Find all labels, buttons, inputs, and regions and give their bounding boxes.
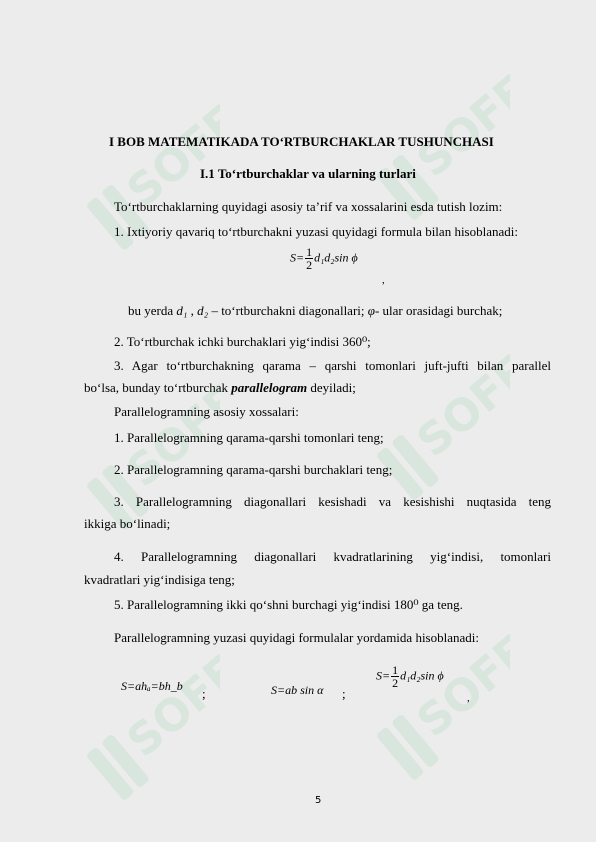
formula-separator: ; (342, 686, 346, 701)
fraction-numerator: 1 (392, 663, 399, 677)
item-1: 1. Ixtiyoriy qavariq to‘rtburchakni yuzasi quyidagi formula bilan hisoblanadi: (114, 224, 518, 239)
item-3-line-1: 3. Agar to‘rtburchakning qarama – qarshi tomonlari juft-jufti bilan parallel (114, 358, 551, 373)
formula-lhs: S= (290, 250, 305, 265)
property-4-line-2: kvadratlari yig‘indisiga teng; (84, 572, 235, 587)
item-2: 2. To‘rtburchak ichki burchaklari yig‘indisi 360⁰; (114, 334, 371, 349)
symbol-d2: d₂ (197, 303, 209, 318)
property-3-line-2: ikkiga bo‘linadi; (84, 516, 171, 531)
area-formulas-title: Parallelogramning yuzasi quyidagi formulalar yordamida hisoblanadi: (114, 630, 479, 645)
property-5: 5. Parallelogramning ikki qo‘shni burchagi yig‘indisi 180⁰ ga teng. (114, 597, 463, 612)
watermark-logo (70, 640, 220, 810)
svg-text:SOFF: SOFF (407, 625, 510, 748)
term-parallelogram: parallelogram (231, 380, 308, 395)
property-4-line-1: 4. Parallelogramning diagonallari kvadratlarining yig‘indisi, tomonlari (114, 549, 551, 564)
text: deyiladi; (307, 380, 356, 395)
fraction (305, 246, 313, 271)
page-number: 5 (315, 795, 322, 806)
section-heading: I.1 To‘rtburchaklar va ularning turlari (200, 166, 416, 181)
fraction (391, 664, 399, 689)
svg-text:SOFF: SOFF (117, 95, 220, 218)
intro-paragraph: To‘rtburchaklarning quyidagi asosiy ta’rif va xossalarini esda tutish lozim: (114, 199, 503, 214)
fraction-denominator: 2 (306, 258, 313, 272)
formula-rhs: d₁d₂sin ϕ (400, 668, 444, 683)
properties-title: Parallelogramning asosiy xossalari: (114, 404, 299, 419)
svg-text:SOFF: SOFF (117, 645, 220, 768)
formula-area-sine: S=ab sin α (271, 683, 324, 697)
formula-separator: ; (202, 686, 206, 701)
symbol-phi: φ (367, 303, 375, 318)
text: bu yerda (128, 303, 177, 318)
text: – to‘rtburchakni diagonallari; (208, 303, 368, 318)
diagonals-explanation (128, 303, 502, 319)
formula-comma: , (467, 692, 470, 704)
fraction-numerator: 1 (306, 245, 313, 259)
chapter-heading: I BOB MATEMATIKADA TO‘RTBURCHAKLAR TUSHUNCHASI (109, 134, 494, 149)
fraction-denominator: 2 (392, 676, 399, 690)
formula-area-diagonals (376, 664, 444, 689)
formula-area-height: S=ahₐ=bh_b (121, 679, 183, 693)
symbol-d1: d₁ (176, 303, 188, 318)
svg-text:SOFF: SOFF (407, 65, 510, 188)
property-2: 2. Parallelogramning qarama-qarshi burchaklari teng; (114, 462, 393, 477)
text: bo‘lsa, bunday to‘rtburchak (84, 380, 232, 395)
formula-lhs: S= (376, 668, 391, 683)
formula-comma: , (382, 274, 385, 286)
property-3 (84, 494, 551, 510)
item-3-line-2 (84, 380, 356, 396)
text: , (187, 303, 198, 318)
svg-text:SOFF: SOFF (117, 375, 220, 498)
formula-rhs: d₁d₂sin ϕ (314, 250, 358, 265)
item-3 (84, 358, 551, 374)
formula-convex-area (290, 246, 358, 271)
property-1: 1. Parallelogramning qarama-qarshi tomonlari teng; (114, 430, 384, 445)
property-3-line-1: 3. Parallelogramning diagonallari kesishadi va kesishishi nuqtasida teng (114, 494, 551, 509)
svg-text:SOFF: SOFF (407, 345, 510, 468)
text: - ular orasidagi burchak; (374, 303, 503, 318)
property-4 (84, 549, 551, 565)
